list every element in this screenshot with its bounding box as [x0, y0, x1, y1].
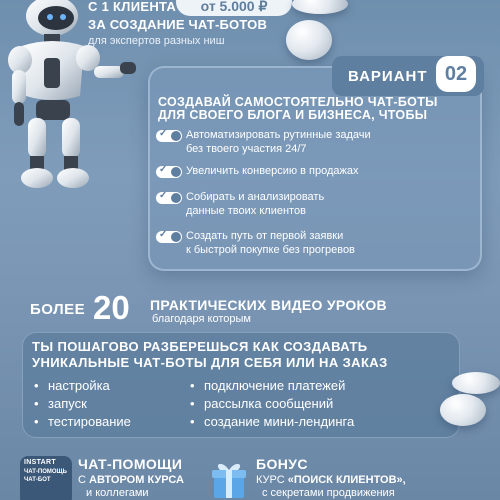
- offer-line2: ЗА СОЗДАНИЕ ЧАТ-БОТОВ: [88, 17, 268, 32]
- toggle-check-icon: ✓: [156, 192, 182, 204]
- feature-line2: данные твоих клиентов: [186, 205, 306, 217]
- variant-heading: [158, 96, 478, 122]
- chat-box-brand: INSTART: [24, 459, 56, 466]
- variant-label: ВАРИАНТ: [348, 68, 428, 85]
- chat-help-title: ЧАТ-ПОМОЩИ: [78, 456, 183, 472]
- learn-item: • тестирование: [34, 414, 131, 429]
- lessons-subtitle: благодаря которым: [152, 313, 251, 325]
- gift-icon: [208, 458, 250, 500]
- offer-line3: для экспертов разных ниш: [88, 35, 225, 47]
- chat-box-label2: ЧАТ-БОТ: [24, 477, 51, 483]
- bonus-sub1: КУРС «ПОИСК КЛИЕНТОВ»,: [256, 474, 406, 486]
- learn-title-line2: УНИКАЛЬНЫЕ ЧАТ-БОТЫ ДЛЯ СЕБЯ ИЛИ НА ЗАКАЗ: [32, 355, 388, 370]
- chat-help-thumbnail: [20, 456, 72, 500]
- chat-help-sub1: С АВТОРОМ КУРСА: [78, 474, 184, 486]
- feature-line1: Создать путь от первой заявки: [186, 230, 344, 242]
- toggle-check-icon: ✓: [156, 166, 182, 178]
- learn-item: • подключение платежей: [190, 378, 346, 393]
- offer-line1: С 1 КЛИЕНТА: [88, 0, 177, 14]
- feature-line2: без твоего участия 24/7: [186, 143, 307, 155]
- feature-line1: Увеличить конверсию в продажах: [186, 165, 359, 177]
- toggle-check-icon: ✓: [156, 231, 182, 243]
- lessons-title: ПРАКТИЧЕСКИХ ВИДЕО УРОКОВ: [150, 297, 387, 313]
- learn-item: • создание мини-лендинга: [190, 414, 355, 429]
- toggle-check-icon: ✓: [156, 130, 182, 142]
- learn-title: [32, 339, 462, 371]
- learn-item: • настройка: [34, 378, 110, 393]
- price-pill: от 5.000 ₽: [176, 0, 292, 16]
- bonus-sub2: с секретами продвижения: [262, 487, 395, 499]
- learn-title-line1: ТЫ ПОШАГОВО РАЗБЕРЕШЬСЯ КАК СОЗДАВАТЬ: [32, 339, 368, 354]
- coin-icon: [440, 394, 486, 426]
- learn-item: • рассылка сообщений: [190, 396, 334, 411]
- bonus-title: БОНУС: [256, 456, 308, 472]
- variant-heading-line1: СОЗДАВАЙ САМОСТОЯТЕЛЬНО ЧАТ-БОТЫ: [158, 95, 438, 109]
- coin-icon: [286, 20, 332, 60]
- feature-line1: Автоматизировать рутинные задачи: [186, 129, 371, 141]
- chat-box-label: ЧАТ-ПОМОЩЬ: [24, 469, 67, 475]
- lessons-prefix: БОЛЕЕ: [30, 301, 86, 318]
- learn-item: • запуск: [34, 396, 87, 411]
- chat-help-sub2: и коллегами: [86, 487, 149, 499]
- variant-number-badge: 02: [436, 56, 476, 92]
- coin-icon: [292, 0, 348, 14]
- feature-line1: Собирать и анализировать: [186, 191, 325, 203]
- top-offer: [88, 0, 288, 47]
- variant-heading-line2: ДЛЯ СВОЕГО БЛОГА И БИЗНЕСА, ЧТОБЫ: [158, 108, 428, 122]
- lessons-count: 20: [93, 289, 130, 326]
- coin-icon: [452, 372, 500, 394]
- feature-line2: к быстрой покупке без прогревов: [186, 244, 355, 256]
